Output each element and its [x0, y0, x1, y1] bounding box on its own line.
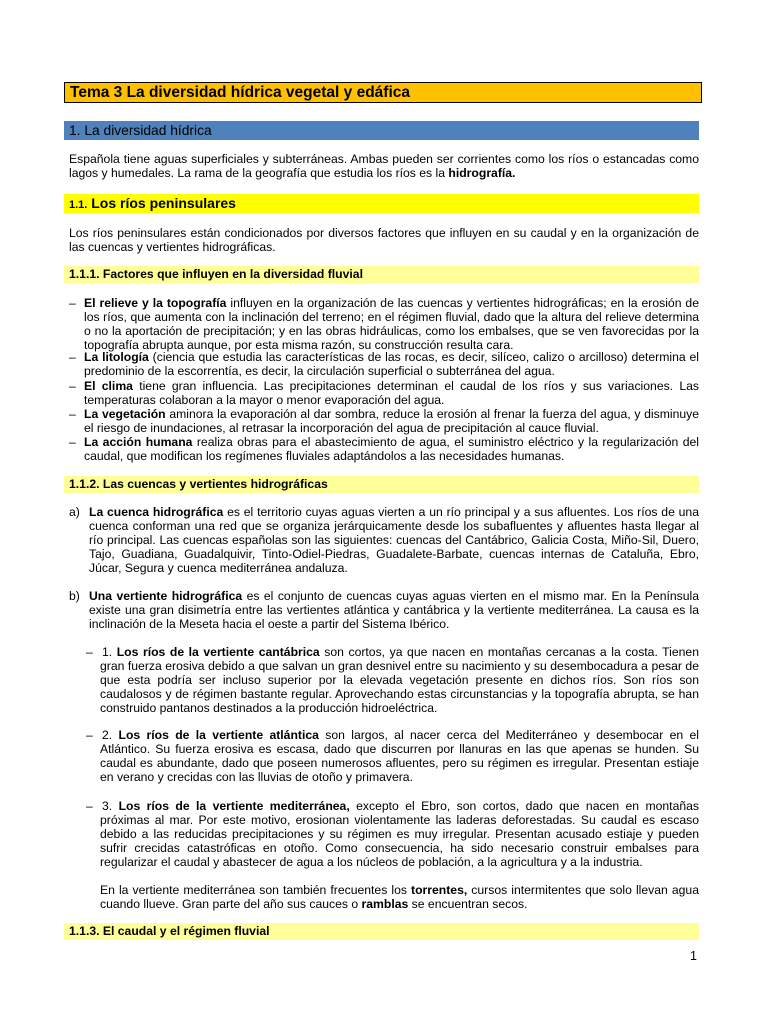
dash-marker: –	[69, 350, 76, 364]
section-heading-text: Los ríos peninsulares	[91, 195, 236, 211]
list-item-a	[69, 505, 699, 575]
torrentes-bold: torrentes,	[411, 883, 468, 897]
list-item	[69, 379, 699, 407]
dash-marker: –	[69, 435, 76, 449]
dash-marker: –	[69, 296, 76, 310]
sub-item-text: son cortos, ya que nacen en montañas cercanas a la costa. Tienen gran fuerza erosiva debido a que salvan un gran desnivel entre su nacimiento y su desembocadura a pesar de que esta podría ser incluso superior por la elevada vegetación presente en dichos ríos. Son ríos son caudalosos y de régimen bastante regular. Aprovechando estas circunstancias y la topografía abrupta, se han construido pantanos destinados a la producción hidroeléctrica.	[100, 645, 699, 716]
list-item-text: es el conjunto de cuencas cuyas aguas vierten en el mismo mar. En la Península existe una gran disimetría entre las vertientes atlántica y cantábrica y la vertiente mediterránea. La causa es la inclinación de la Meseta hacia el oeste a partir del Sistema Ibérico.	[89, 589, 699, 632]
list-item	[69, 435, 699, 463]
torrentes-text: se encuentran secos.	[408, 897, 528, 912]
sub-item-bold: Los ríos de la vertiente mediterránea,	[118, 799, 350, 813]
section-heading-rios-peninsulares	[64, 194, 699, 213]
subsection-heading-cuencas: 1.1.2. Las cuencas y vertientes hidrográficas	[64, 476, 699, 493]
sub-item-number: 3.	[102, 799, 119, 813]
intro-text: Española tiene aguas superficiales y subterráneas. Ambas pueden ser corrientes como los ríos o estancadas como lagos y humedales. La rama de la geografía que estudia los ríos es la	[69, 152, 699, 181]
torrentes-text: cursos intermitentes que solo llevan agua cuando llueve. Gran parte del año sus cauces o	[100, 883, 699, 912]
section-heading-diversidad-hidrica: 1. La diversidad hídrica	[64, 121, 699, 140]
list-item	[69, 407, 699, 435]
dash-marker: –	[69, 379, 76, 393]
sub-list-item	[86, 645, 699, 715]
rios-intro-text: Los ríos peninsulares están condicionados por diversos factores que influyen en su caudal y en la organización de las cuencas y vertientes hidrográficas.	[69, 226, 699, 255]
torrentes-text: En la vertiente mediterránea son también frecuentes los	[100, 883, 412, 897]
dash-marker: –	[69, 407, 76, 421]
list-item-text: aminora la evaporación al dar sombra, reduce la erosión al frenar la fuerza del agua, y disminuye el riesgo de inundaciones, al retrasar la incorporación del agua de precipitación al cauce fluvial.	[84, 407, 700, 436]
sub-list-item	[86, 799, 699, 869]
list-item-bold: La vegetación	[84, 407, 166, 421]
list-item-bold: Una vertiente hidrográfica	[89, 589, 243, 603]
list-item	[69, 350, 699, 378]
ramblas-bold: ramblas	[361, 897, 409, 912]
page-number: 1	[690, 949, 697, 963]
list-item-text: realiza obras para el abastecimiento de agua, el suministro eléctrico y la regularización del caudal, que modifican los regímenes fluviales adaptándolos a las necesidades humanas.	[84, 435, 699, 464]
intro-bold: hidrografía.	[448, 166, 516, 181]
list-item-bold: La litología	[84, 350, 149, 364]
sub-list-item	[86, 728, 699, 784]
list-item-bold: La cuenca hidrográfica	[89, 505, 224, 519]
sub-item-bold: Los ríos de la vertiente atlántica	[118, 728, 319, 742]
torrentes-paragraph	[86, 883, 699, 911]
letter-marker: b)	[69, 589, 80, 603]
list-item-bold: El clima	[84, 379, 133, 393]
subsection-heading-caudal: 1.1.3. El caudal y el régimen fluvial	[64, 923, 699, 940]
paragraph-rios	[69, 226, 699, 254]
dash-marker: –	[86, 728, 93, 742]
list-item-text: es el territorio cuyas aguas vierten a un río principal y a sus afluentes. Los ríos de una cuenca conforman una red que se organiza jerárquicamente desde los subafluentes y afluentes hasta llegar al río principal. Las cuencas españolas son las siguientes: cuencas del Cantábrico, Galicia Costa, Miño-Sil, Duero, Tajo, Guadiana, Guadalquivir, Tinto-Odiel-Piedras, Guadalete-Barbate, cuencas internas de Cataluña, Ebro, Júcar, Segura y cuenca mediterránea andaluza.	[89, 505, 699, 576]
list-item-text: influyen en la organización de las cuencas y vertientes hidrográficas; en la erosión de los ríos, que aumenta con la inclinación del terreno; en el régimen fluvial, dado que la altura del relieve determina o no la aportación de precipitación; y en las obras hidráulicas, como los embalses, que se ven favorecidas por la topografía abrupta aunque, por esta misma razón, su construcción resulta cara.	[84, 296, 699, 353]
document-title: Tema 3 La diversidad hídrica vegetal y edáfica	[64, 82, 702, 103]
list-item-text: (ciencia que estudia las características de las rocas, es decir, silíceo, calizo o arcilloso) determina el predominio de la escorrentía, es decir, la circulación superficial o subterránea del agua.	[84, 350, 700, 379]
section-number: 1.1.	[69, 199, 88, 211]
subsection-heading-factores: 1.1.1. Factores que influyen en la diversidad fluvial	[64, 266, 699, 283]
list-item	[69, 296, 699, 352]
list-item-bold: El relieve y la topografía	[84, 296, 227, 310]
dash-marker: –	[86, 645, 93, 659]
list-item-b	[69, 589, 699, 631]
sub-item-number: 2.	[102, 728, 119, 742]
sub-item-number: 1.	[102, 645, 117, 659]
list-item-bold: La acción humana	[84, 435, 193, 449]
sub-item-text: son largos, al nacer cerca del Mediterráneo y desembocar en el Atlántico. Su fuerza erosiva es escasa, dado que discurren por llanuras en las que apenas se hunden. Su caudal es abundante, dado que poseen numerosos afluentes, pero su régimen es irregular. Presentan estiaje en verano y crecidas con las lluvias de otoño y primavera.	[100, 728, 699, 785]
paragraph-intro	[69, 152, 699, 180]
letter-marker: a)	[69, 505, 80, 519]
list-item-text: tiene gran influencia. Las precipitaciones determinan el caudal de los ríos y sus variaciones. Las temperaturas colaboran a la mayor o menor evaporación del agua.	[84, 379, 699, 408]
sub-item-bold: Los ríos de la vertiente cantábrica	[116, 645, 320, 659]
sub-item-text: excepto el Ebro, son cortos, dado que nacen en montañas próximas al mar. Por este motivo, erosionan violentamente las laderas deforestadas. Su caudal es escaso debido a las reducidas precipitaciones y su régimen es muy irregular. Presentan acusado estiaje y pueden sufrir crecidas catastróficas en otoño. Como consecuencia, ha sido necesario construir embalses para regularizar el caudal y abastecer de agua a los núcleos de población, a la agricultura y a la industria.	[100, 799, 699, 870]
dash-marker: –	[86, 799, 93, 813]
